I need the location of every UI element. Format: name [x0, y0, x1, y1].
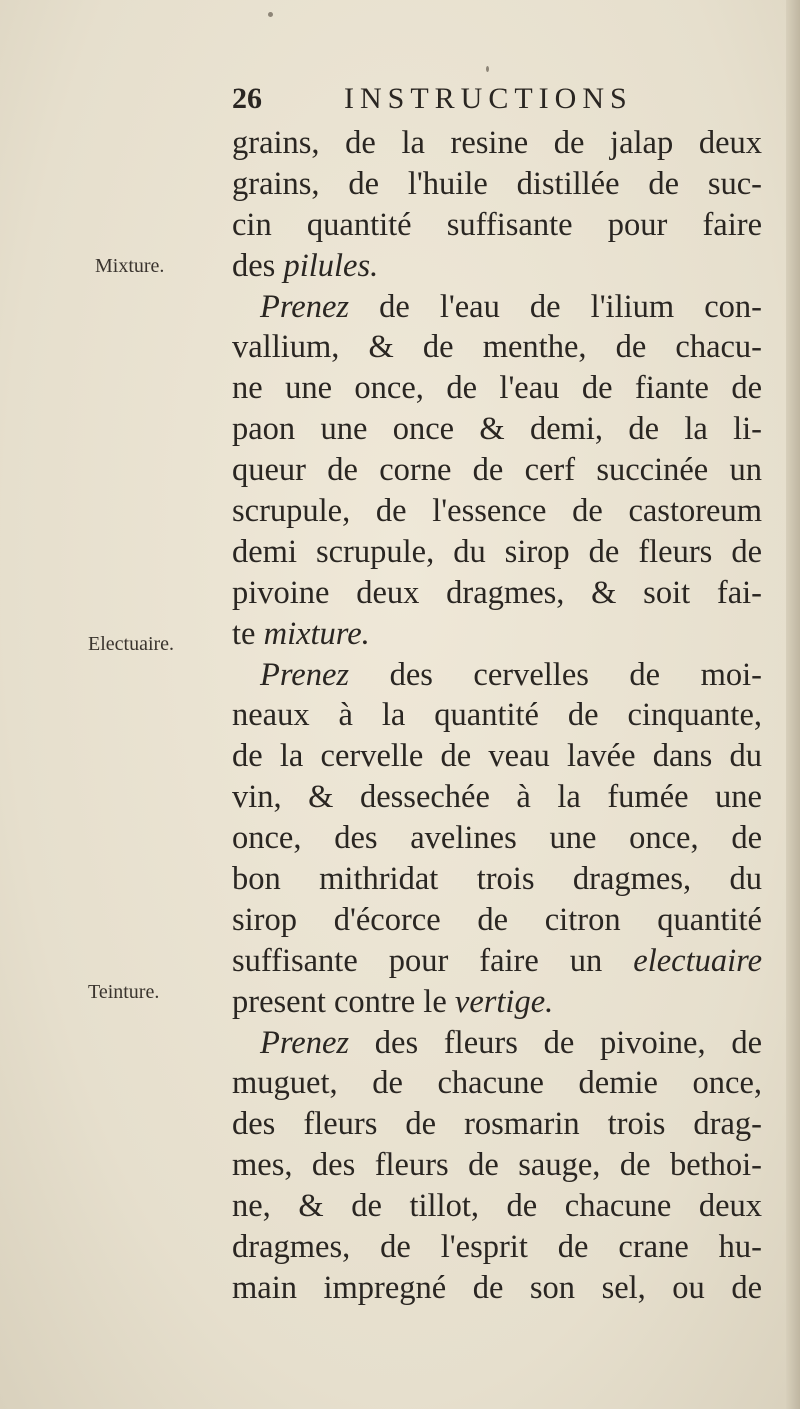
text-segment: ne, & de tillot, de chacune deux: [232, 1188, 762, 1225]
text-segment: muguet, de chacune demie once,: [232, 1065, 762, 1102]
page-number: 26: [232, 82, 262, 115]
italic-text: vertige.: [454, 983, 554, 1020]
running-head: [232, 78, 752, 128]
text-line: [232, 1145, 762, 1186]
text-line: [232, 450, 762, 491]
italic-text: mixture.: [263, 615, 370, 652]
running-title: INSTRUCTIONS: [344, 82, 633, 115]
text-segment: grains, de la resine de jalap deux: [232, 125, 762, 161]
text-line: [232, 327, 762, 368]
text-segment: des fleurs de rosmarin trois drag-: [232, 1106, 762, 1143]
italic-text: Prenez: [260, 656, 350, 693]
text-line: [232, 818, 762, 859]
text-line: [232, 409, 762, 450]
text-segment: vallium, & de menthe, de chacu-: [232, 329, 762, 366]
text-line: [232, 1023, 762, 1064]
text-segment: neaux à la quantité de cinquante,: [232, 697, 762, 734]
text-segment: cin quantité suffisante pour faire: [232, 206, 762, 243]
text-segment: scrupule, de l'essence de castoreum: [232, 493, 762, 530]
text-segment: dragmes, de l'esprit de crane hu-: [232, 1229, 762, 1266]
text-line: [232, 164, 762, 205]
text-line: [232, 1186, 762, 1227]
text-line: [232, 1227, 762, 1268]
text-line: [232, 655, 762, 696]
body-text: [232, 123, 762, 1309]
text-line: [232, 1063, 762, 1104]
text-segment: mes, des fleurs de sauge, de bethoi-: [232, 1147, 762, 1184]
text-line: [232, 1268, 762, 1309]
text-line: [232, 491, 762, 532]
text-segment: grains, de l'huile distillée de suc-: [232, 165, 762, 202]
text-line: [232, 205, 762, 246]
text-segment: pivoine deux dragmes, & soit fai-: [232, 574, 762, 611]
text-segment: once, des avelines une once, de: [232, 820, 762, 857]
text-line: [232, 1104, 762, 1145]
text-segment: de la cervelle de veau lavée dans du: [232, 738, 762, 775]
text-line: [232, 573, 762, 614]
text-segment: de l'eau de l'ilium con-: [349, 288, 762, 325]
italic-text: Prenez: [260, 288, 350, 325]
text-segment: demi scrupule, du sirop de fleurs de: [232, 533, 762, 570]
text-line: [232, 695, 762, 736]
ink-speck: [268, 12, 273, 17]
text-line: [232, 368, 762, 409]
text-segment: paon une once & demi, de la li-: [232, 411, 762, 448]
page-edge: [786, 0, 800, 1409]
text-line: [232, 287, 762, 328]
margin-note-teinture: Teinture.: [88, 981, 160, 1003]
text-segment: suffisante pour faire un: [232, 942, 634, 979]
italic-text: Prenez: [260, 1024, 350, 1061]
text-segment: te: [232, 615, 264, 652]
ink-speck: [486, 66, 489, 72]
text-line: [232, 941, 762, 982]
text-line: [232, 900, 762, 941]
text-segment: vin, & dessechée à la fumée une: [232, 779, 762, 816]
text-segment: des: [232, 247, 284, 284]
margin-note-electuaire: Electuaire.: [88, 633, 175, 655]
text-segment: queur de corne de cerf succinée un: [232, 452, 762, 489]
text-segment: main impregné de son sel, ou de: [232, 1269, 762, 1306]
text-line: [232, 532, 762, 573]
text-segment: des fleurs de pivoine, de: [349, 1024, 762, 1061]
margin-note-mixture: Mixture.: [95, 255, 165, 277]
text-line: [232, 123, 762, 164]
text-line: [232, 982, 762, 1023]
text-segment: bon mithridat trois dragmes, du: [232, 861, 762, 898]
text-segment: present contre le: [232, 983, 455, 1020]
text-line: [232, 614, 762, 655]
text-segment: des cervelles de moi-: [349, 656, 762, 693]
text-line: [232, 859, 762, 900]
italic-text: pilules.: [283, 247, 379, 284]
text-segment: sirop d'écorce de citron quantité: [232, 901, 762, 938]
text-line: [232, 246, 762, 287]
italic-text: electuaire: [633, 942, 762, 979]
text-line: [232, 736, 762, 777]
text-segment: ne une once, de l'eau de fiante de: [232, 370, 762, 407]
text-line: [232, 777, 762, 818]
